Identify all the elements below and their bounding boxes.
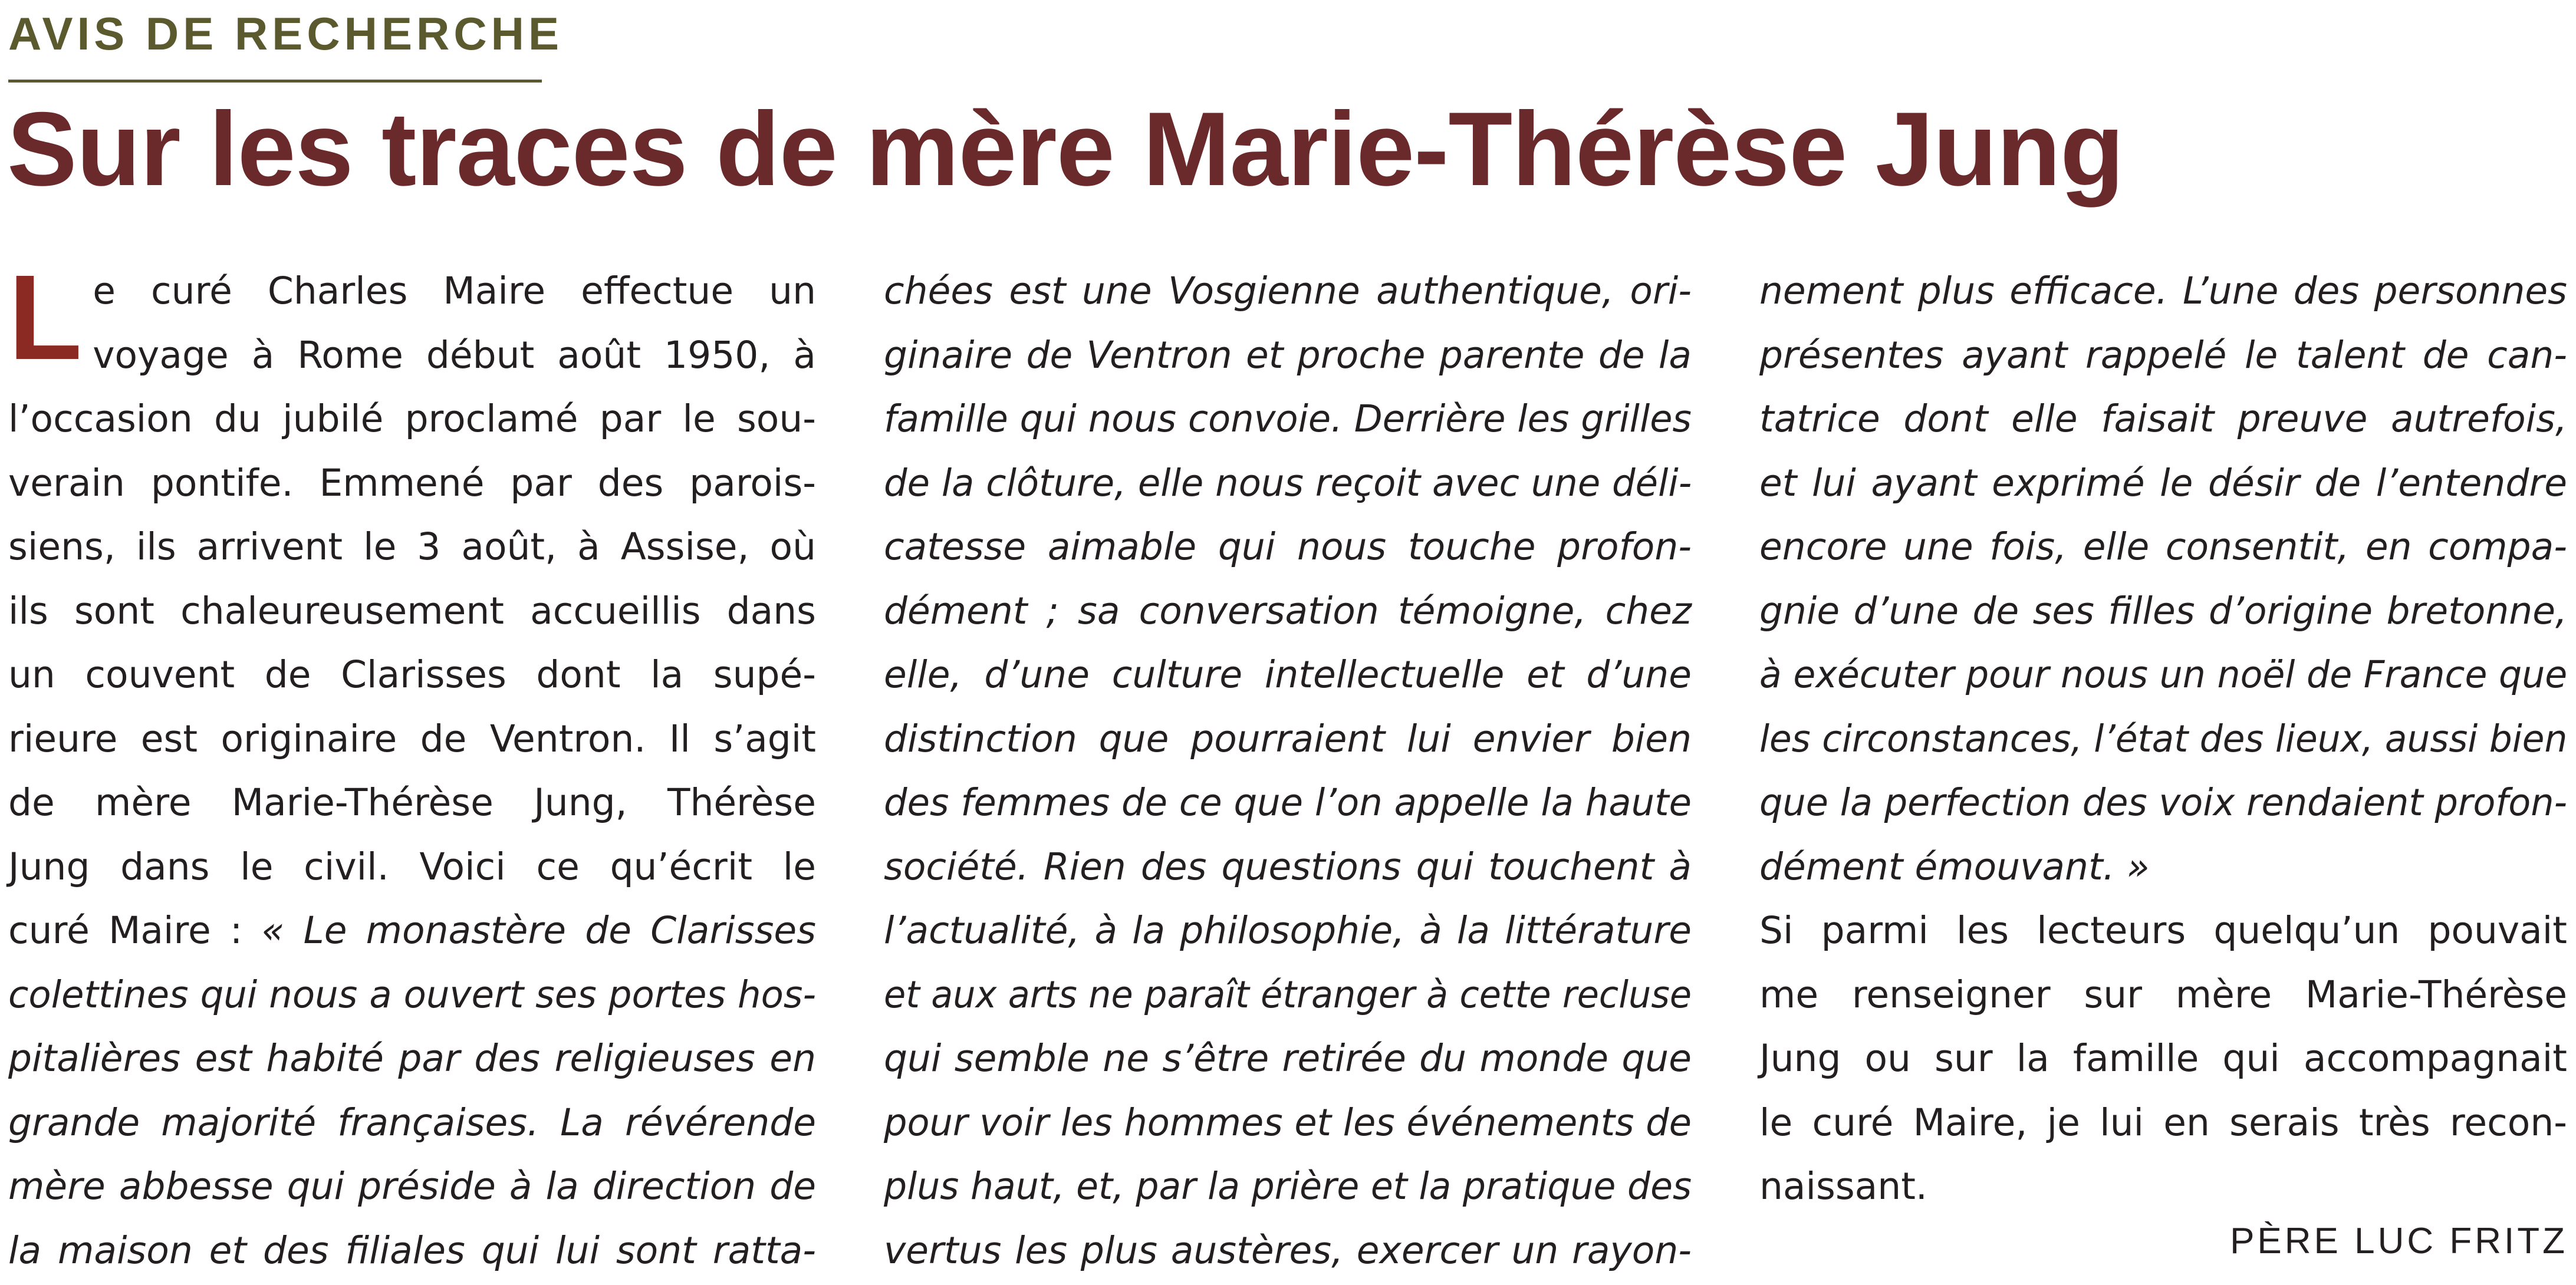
body-line-italic: des femmes de ce que l’on appelle la haute — [884, 781, 1692, 824]
body-line-italic: plus haut, et, par la prière et la pratique des — [884, 1165, 1692, 1208]
body-line-italic: gnie d’une de ses filles d’origine bretonne, — [1759, 589, 2567, 632]
column-2 — [884, 259, 1692, 1283]
body-line-italic: qui semble ne s’être retirée du monde que — [884, 1037, 1692, 1080]
body-line: Jung dans le civil. Voici ce qu’écrit le — [8, 845, 816, 888]
body-line-italic: présentes ayant rappelé le talent de can- — [1759, 333, 2567, 377]
body-line: de mère Marie-Thérèse Jung, Thérèse — [8, 781, 816, 824]
column-3 — [1759, 259, 2567, 1219]
body-line: siens, ils arrivent le 3 août, à Assise, où — [8, 525, 816, 568]
body-line-italic: elle, d’une culture intellectuelle et d’une — [884, 653, 1692, 696]
body-line-italic: vertus les plus austères, exercer un rayon- — [884, 1228, 1692, 1272]
body-line-italic: les circonstances, l’état des lieux, aussi bien — [1759, 717, 2568, 760]
body-line-italic: encore une fois, elle consentit, en compa- — [1759, 525, 2567, 568]
article-headline: Sur les traces de mère Marie-Thérèse Jung — [7, 90, 2124, 207]
body-line: voyage à Rome début août 1950, à — [93, 333, 816, 377]
author-signature: PÈRE LUC FRITZ — [2230, 1221, 2568, 1261]
body-roman-segment: curé Maire : — [8, 909, 262, 952]
body-line-italic: dément ; sa conversation témoigne, chez — [884, 589, 1692, 632]
body-line-italic: société. Rien des questions qui touchent à — [884, 845, 1692, 888]
body-line-italic: et aux arts ne paraît étranger à cette recluse — [884, 973, 1692, 1016]
body-line-italic: que la perfection des voix rendaient profon- — [1759, 781, 2567, 824]
body-line-italic: de la clôture, elle nous reçoit avec une déli- — [884, 461, 1692, 505]
body-line: verain pontife. Emmené par des parois- — [8, 461, 816, 505]
body-line-italic: et lui ayant exprimé le désir de l’entendre — [1759, 461, 2567, 505]
body-line-italic: mère abbesse qui préside à la direction de — [8, 1165, 816, 1208]
body-line-italic: ginaire de Ventron et proche parente de la — [884, 333, 1692, 377]
body-italic-segment: « Le monastère de Clarisses — [261, 909, 816, 952]
body-line-italic: distinction que pourraient lui envier bien — [884, 717, 1692, 760]
body-line-italic: la maison et des filiales qui lui sont ratta- — [8, 1228, 816, 1272]
body-line: Jung ou sur la famille qui accompagnait — [1759, 1037, 2567, 1080]
body-line-mixed — [8, 899, 816, 963]
body-line: Si parmi les lecteurs quelqu’un pouvait — [1759, 909, 2567, 952]
body-line: rieure est originaire de Ventron. Il s’agit — [8, 717, 816, 760]
body-line-italic: l’actualité, à la philosophie, à la littérature — [884, 909, 1692, 952]
body-line-italic: famille qui nous convoie. Derrière les grilles — [884, 397, 1692, 440]
body-line-italic: colettines qui nous a ouvert ses portes hos- — [8, 973, 817, 1016]
body-line-italic: nement plus efficace. L’une des personnes — [1759, 269, 2567, 312]
body-line-italic: à exécuter pour nous un noël de France que — [1759, 653, 2568, 696]
body-line-italic: pour voir les hommes et les événements de — [884, 1101, 1692, 1144]
section-kicker: AVIS DE RECHERCHE — [8, 8, 564, 60]
body-line-italic: dément émouvant. » — [1759, 845, 2150, 888]
body-line: l’occasion du jubilé proclamé par le sou- — [8, 397, 816, 440]
article-body — [8, 250, 2568, 1273]
body-line: ils sont chaleureusement accueillis dans — [8, 589, 816, 632]
body-line: naissant. — [1759, 1165, 1927, 1208]
column-1 — [8, 250, 817, 1283]
body-line-italic: tatrice dont elle faisait preuve autrefois, — [1759, 397, 2567, 440]
body-line: le curé Maire, je lui en serais très recon- — [1759, 1101, 2567, 1144]
body-line: e curé Charles Maire effectue un — [93, 269, 816, 312]
body-line-italic: pitalières est habité par des religieuses en — [8, 1037, 816, 1080]
drop-cap: L — [8, 250, 83, 385]
kicker-underline — [8, 80, 542, 83]
body-line: un couvent de Clarisses dont la supé- — [8, 653, 816, 696]
body-line-italic: chées est une Vosgienne authentique, ori- — [884, 269, 1692, 312]
body-line-italic: catesse aimable qui nous touche profon- — [884, 525, 1692, 568]
body-line: me renseigner sur mère Marie-Thérèse — [1759, 973, 2567, 1016]
body-line-italic: grande majorité françaises. La révérende — [8, 1101, 816, 1144]
